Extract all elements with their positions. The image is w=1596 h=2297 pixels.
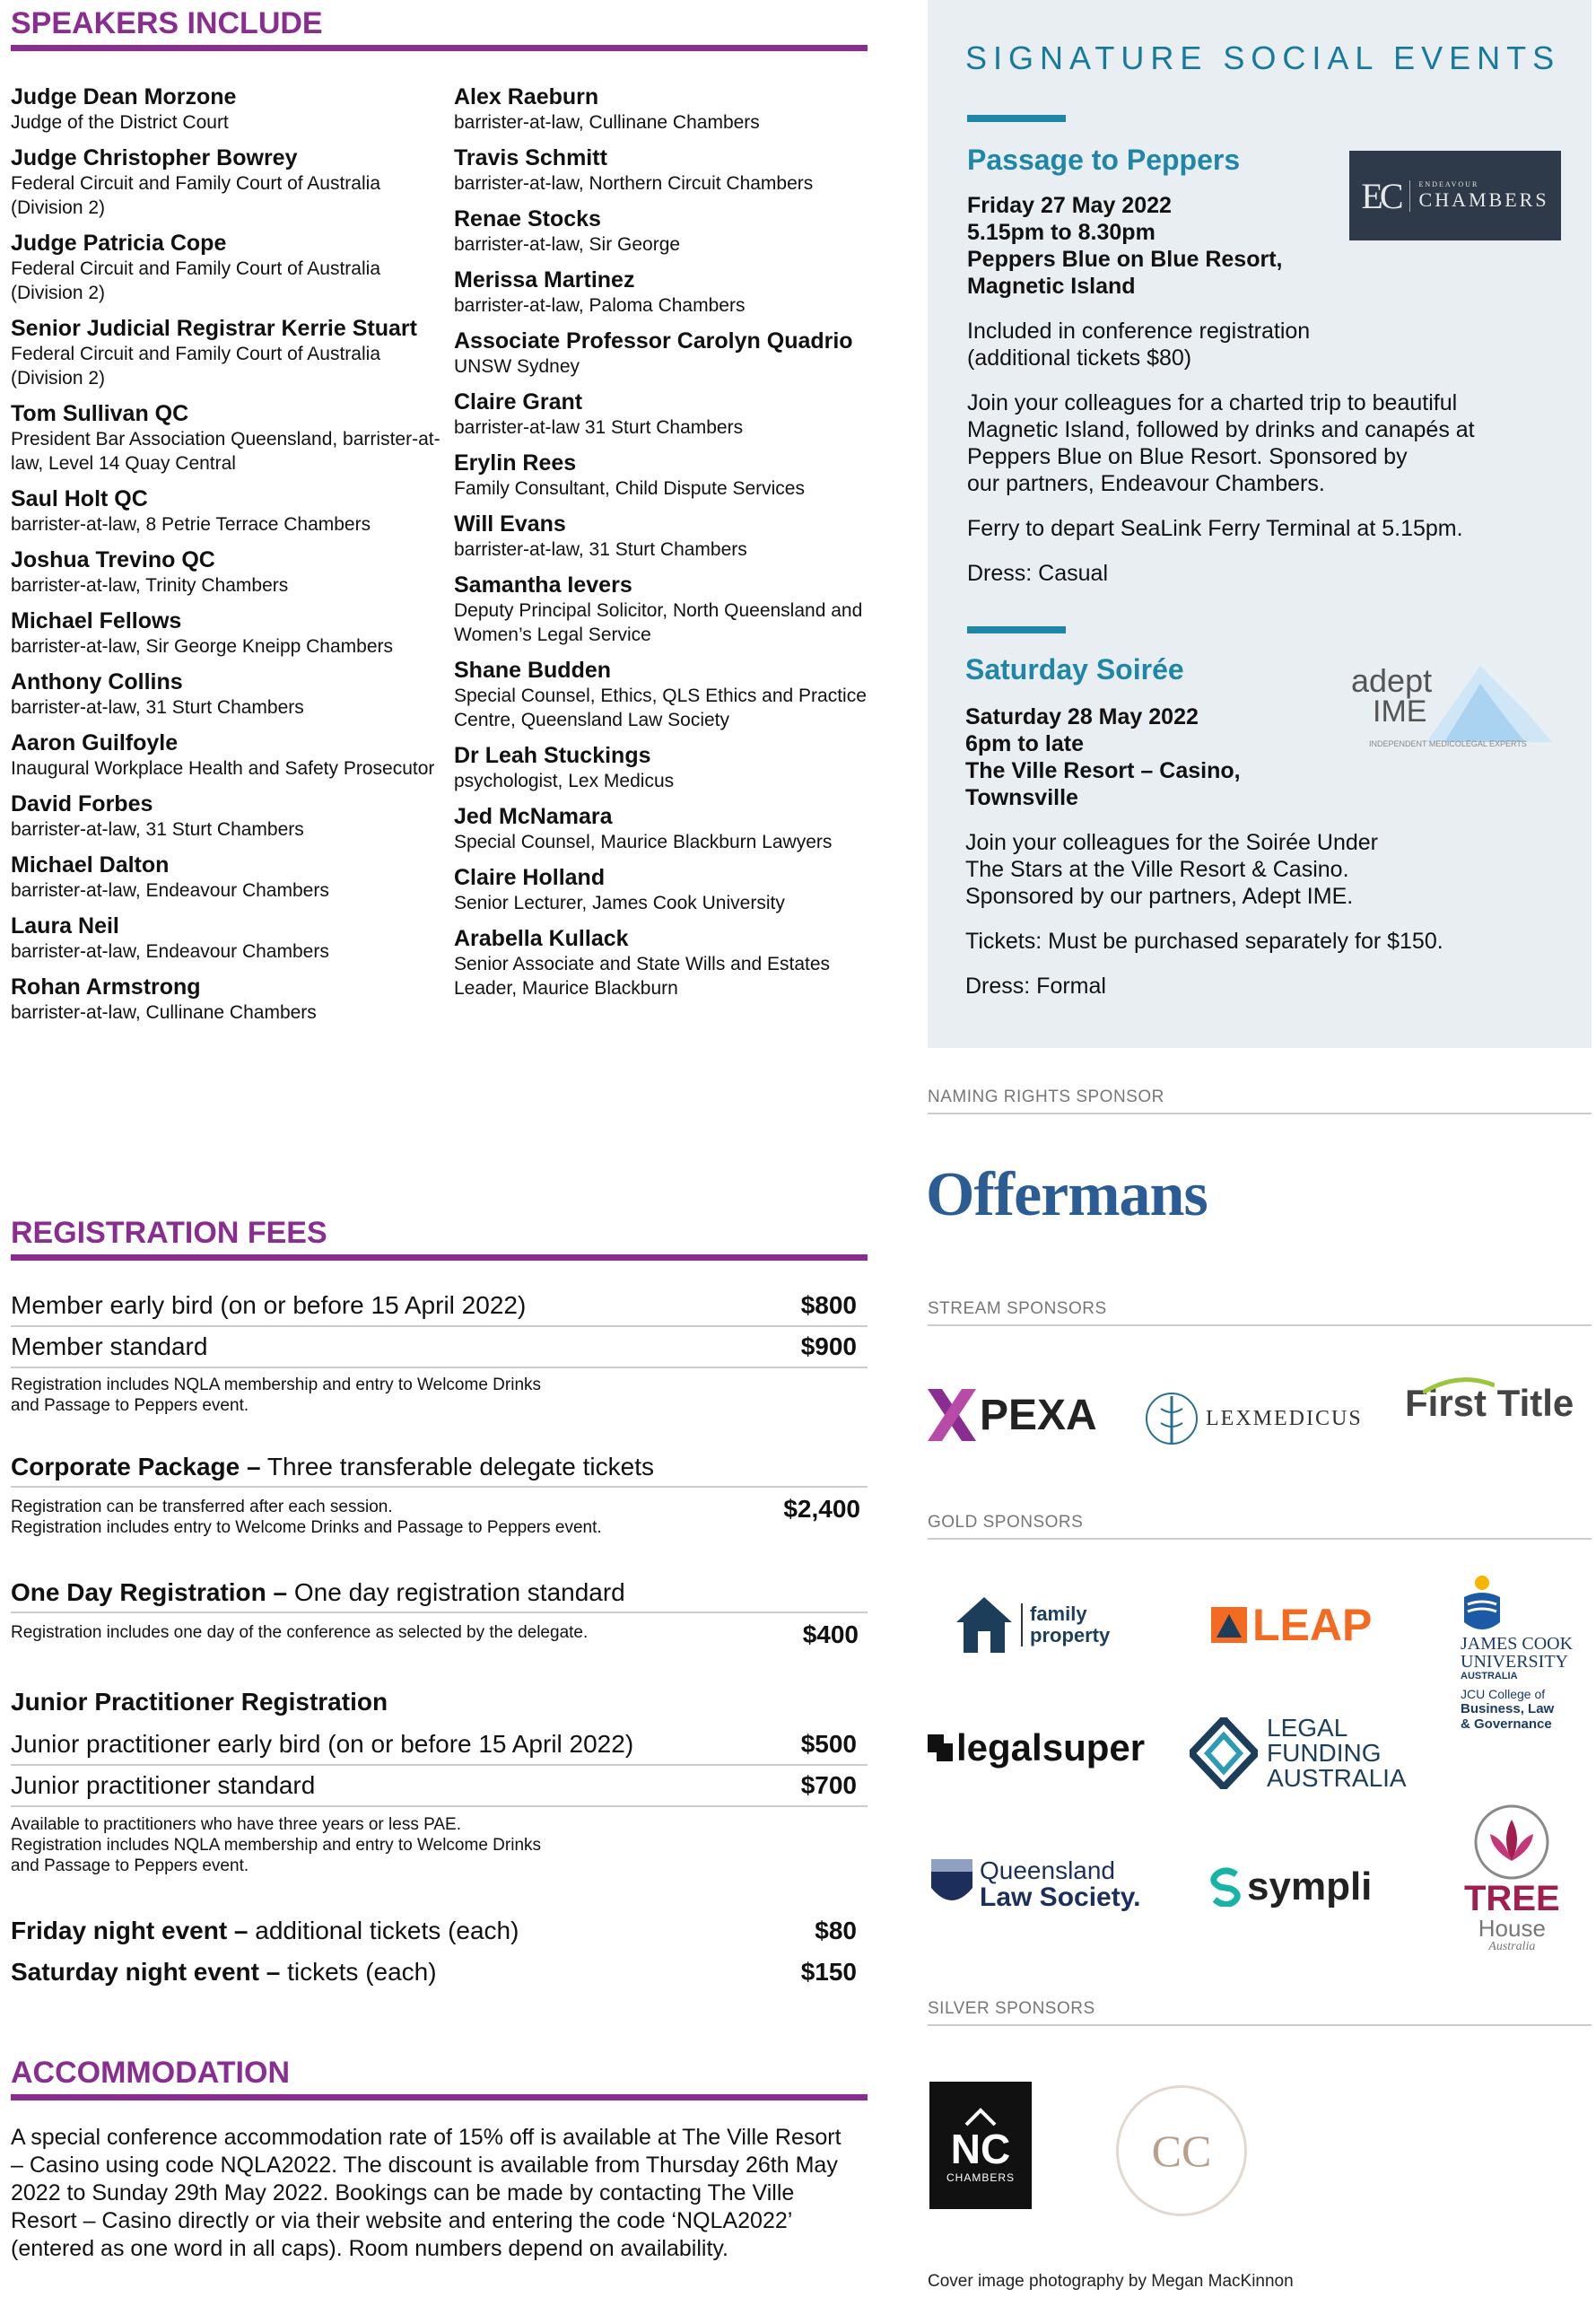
oneday-note — [11, 1622, 728, 1643]
event-text: our partners, Endeavour Chambers. — [967, 471, 1325, 496]
fee-amount: $150 — [800, 1958, 857, 1986]
speakers-column-1 — [11, 84, 441, 1035]
speaker-entry — [11, 791, 441, 842]
note-line: Registration includes NQLA membership and entry to Welcome Drinks — [11, 1836, 542, 1855]
fee-amount: $700 — [800, 1771, 857, 1799]
corporate-title — [11, 1448, 868, 1488]
speaker-entry — [454, 145, 876, 196]
photo-credit: Cover image photography by Megan MacKinnon — [928, 2272, 1294, 2291]
leap-logo — [1211, 1599, 1372, 1651]
speaker-role: Family Consultant, Child Dispute Services — [454, 478, 805, 499]
leap-mark-icon — [1211, 1607, 1247, 1643]
swoosh-icon — [1423, 1376, 1495, 1394]
lfa-line: FUNDING — [1267, 1739, 1382, 1767]
sympli-s-icon — [1208, 1867, 1243, 1907]
speaker-name: Renae Stocks — [454, 206, 601, 231]
speaker-name: Arabella Kullack — [454, 926, 629, 951]
speaker-name: Michael Fellows — [11, 608, 182, 633]
legalsuper-text: legalsuper — [956, 1726, 1146, 1769]
speaker-role: Senior Associate and State Wills and Estates Leader, Maurice Blackburn — [454, 954, 831, 999]
note-line: Registration can be transferred after each session. — [11, 1498, 393, 1516]
first-title-text: First Title — [1405, 1382, 1574, 1424]
speaker-entry — [11, 316, 441, 390]
speaker-name: Claire Holland — [454, 865, 606, 890]
speaker-name: Shane Budden — [454, 658, 612, 683]
speaker-role: barrister-at-law, Paloma Chambers — [454, 295, 746, 316]
silver-sponsors-label: SILVER SPONSORS — [928, 1999, 1592, 2026]
speaker-role: President Bar Association Queensland, barrister-at-law, Level 14 Quay Central — [11, 429, 440, 474]
speaker-name: Saul Holt QC — [11, 486, 148, 511]
speaker-role: barrister-at-law, Cullinane Chambers — [11, 1002, 317, 1023]
property-word: property — [1030, 1624, 1111, 1646]
fee-saturday-event — [11, 1952, 868, 1992]
speaker-entry — [11, 145, 441, 220]
junior-note — [11, 1814, 728, 1876]
speaker-name: Rohan Armstrong — [11, 974, 201, 1000]
event2-dress: Dress: Formal — [965, 974, 1106, 999]
speaker-name: Judge Dean Morzone — [11, 84, 237, 109]
adept-word: adept — [1351, 662, 1433, 699]
fee-label: Member standard — [11, 1332, 208, 1360]
oneday-title-rest: One day registration standard — [287, 1578, 625, 1606]
speakers-column-2 — [454, 84, 876, 1011]
australia-word: Australia — [1488, 1940, 1536, 1953]
family-property-words — [1021, 1603, 1110, 1646]
note-line: and Passage to Peppers event. — [11, 1856, 249, 1875]
event1-registration-note — [967, 318, 1541, 371]
first-title-logo — [1405, 1382, 1574, 1425]
event-text: Sponsored by our partners, Adept IME. — [965, 884, 1354, 909]
speaker-role: UNSW Sydney — [454, 356, 580, 377]
speaker-entry — [454, 804, 876, 854]
fee-friday-event — [11, 1911, 868, 1951]
note-line: and Passage to Peppers event. — [11, 1396, 249, 1415]
speaker-name: Travis Schmitt — [454, 145, 607, 170]
event-divider — [967, 626, 1066, 633]
ec-words — [1409, 180, 1549, 212]
ec-small: ENDEAVOUR — [1418, 179, 1479, 188]
speaker-entry — [11, 669, 441, 720]
sympli-text: sympli — [1247, 1865, 1373, 1908]
speaker-role: barrister-at-law, Sir George Kneipp Chambers — [11, 636, 394, 657]
oneday-title-bold: One Day Registration – — [11, 1578, 288, 1606]
lfa-line: LEGAL — [1267, 1714, 1348, 1742]
fee-label-bold: Saturday night event – — [11, 1958, 281, 1986]
house-icon — [955, 1595, 1014, 1655]
speaker-role: barrister-at-law, 31 Sturt Chambers — [454, 539, 747, 560]
event1-ferry: Ferry to depart SeaLink Ferry Terminal at 5.15pm. — [967, 516, 1463, 541]
jcu-line: & Governance — [1461, 1716, 1552, 1732]
speaker-entry — [11, 730, 441, 781]
cc-monogram: CC — [1151, 2126, 1212, 2176]
jcu-crest-icon — [1461, 1572, 1504, 1635]
fee-label — [11, 1911, 519, 1951]
lotus-icon — [1469, 1804, 1555, 1881]
fee-junior-standard — [11, 1766, 868, 1807]
caduceus-icon — [1145, 1389, 1199, 1448]
house-word: House — [1478, 1915, 1546, 1942]
queensland-law-society-logo — [929, 1857, 1141, 1911]
speaker-name: Erylin Rees — [454, 450, 577, 476]
fee-label-rest: tickets (each) — [280, 1958, 437, 1986]
lfa-line: AUSTRALIA — [1267, 1764, 1407, 1792]
event2-tickets: Tickets: Must be purchased separately for $150. — [965, 929, 1443, 954]
event2-title: Saturday Soirée — [965, 653, 1184, 686]
speaker-role: Federal Circuit and Family Court of Australia (Division 2) — [11, 344, 380, 389]
speaker-role: barrister-at-law, Northern Circuit Chambers — [454, 173, 814, 194]
event-text: Peppers Blue on Blue Resort. Sponsored by — [967, 444, 1408, 469]
ec-text: CHAMBERS — [1418, 188, 1549, 211]
event-detail: Friday 27 May 2022 — [967, 193, 1172, 218]
sympli-logo — [1208, 1865, 1372, 1909]
speakers-heading: SPEAKERS INCLUDE — [11, 5, 868, 51]
offermans-logo — [926, 1159, 1208, 1231]
legalsuper-logo — [928, 1726, 1145, 1769]
note-line: Registration includes one day of the conference as selected by the delegate. — [11, 1623, 589, 1642]
corporate-note — [11, 1497, 728, 1538]
speaker-role: barrister-at-law, Endeavour Chambers — [11, 941, 329, 962]
speaker-entry — [11, 547, 441, 598]
speaker-entry — [454, 865, 876, 915]
speaker-entry — [11, 401, 441, 476]
qls-words — [980, 1857, 1141, 1911]
speaker-role: barrister-at-law, Trinity Chambers — [11, 575, 289, 596]
speaker-entry — [454, 572, 876, 647]
speaker-role: Special Counsel, Ethics, QLS Ethics and Practice Centre, Queensland Law Society — [454, 686, 867, 730]
speaker-role: Deputy Principal Solicitor, North Queensland and Women’s Legal Service — [454, 600, 863, 645]
leap-text: LEAP — [1252, 1600, 1373, 1650]
oneday-title — [11, 1574, 868, 1613]
family-word: family — [1030, 1603, 1087, 1625]
corporate-title-bold: Corporate Package – — [11, 1453, 261, 1480]
fee-member-early — [11, 1286, 868, 1327]
event1-dress: Dress: Casual — [967, 561, 1108, 586]
registration-heading: REGISTRATION FEES — [11, 1215, 868, 1261]
fee-label: Junior practitioner early bird (on or before 15 April 2022) — [11, 1730, 634, 1758]
chevron-up-icon — [963, 2107, 999, 2127]
adept-tagline: INDEPENDENT MEDICOLEGAL EXPERTS — [1369, 739, 1527, 748]
speaker-entry — [11, 84, 441, 135]
speaker-role: barrister-at-law, 8 Petrie Terrace Chambers — [11, 514, 371, 535]
note-line: Registration includes entry to Welcome Drinks and Passage to Peppers event. — [11, 1518, 602, 1537]
event-text: Included in conference registration — [967, 319, 1311, 344]
jcu-line: JCU College of — [1461, 1687, 1546, 1701]
tree-house-logo — [1464, 1804, 1560, 1954]
junior-title: Junior Practitioner Registration — [11, 1688, 388, 1716]
note-line: Available to practitioners who have three years or less PAE. — [11, 1815, 461, 1834]
qls-crest-icon — [929, 1857, 974, 1911]
event-detail: Townsville — [965, 785, 1078, 810]
speaker-name: Associate Professor Carolyn Quadrio — [454, 328, 853, 354]
family-property-logo — [955, 1595, 1110, 1655]
adept-words — [1351, 662, 1433, 729]
nc-text: NC — [950, 2126, 1011, 2172]
speaker-name: Tom Sullivan QC — [11, 401, 189, 426]
speaker-role: barrister-at-law, Sir George — [454, 234, 681, 255]
speaker-entry — [454, 84, 876, 135]
speaker-name: Will Evans — [454, 511, 566, 537]
speaker-role: barrister-at-law, 31 Sturt Chambers — [11, 697, 304, 718]
speaker-role: barrister-at-law 31 Sturt Chambers — [454, 417, 744, 438]
event-text: Join your colleagues for a charted trip to beautiful — [967, 390, 1458, 415]
lfa-words — [1267, 1716, 1407, 1791]
fee-amount: $80 — [815, 1917, 857, 1944]
tree-word: TREE — [1464, 1879, 1560, 1918]
corporate-title-rest: Three transferable delegate tickets — [260, 1453, 654, 1480]
speaker-name: Judge Patricia Cope — [11, 231, 227, 256]
speaker-name: Merissa Martinez — [454, 267, 635, 293]
speaker-entry — [454, 328, 876, 379]
speaker-entry — [454, 450, 876, 501]
event-detail: 6pm to late — [965, 731, 1084, 756]
event1-title: Passage to Peppers — [967, 144, 1241, 176]
speaker-entry — [454, 206, 876, 257]
speaker-name: Alex Raeburn — [454, 84, 599, 109]
accommodation-heading: ACCOMMODATION — [11, 2055, 868, 2100]
speaker-entry — [11, 913, 441, 964]
speaker-name: Dr Leah Stuckings — [454, 743, 651, 768]
adept-ime-logo — [1346, 657, 1561, 755]
speaker-name: Samantha Ievers — [454, 572, 632, 598]
fee-label: Member early bird (on or before 15 April 2022) — [11, 1291, 527, 1319]
qls-line: Law Society. — [980, 1882, 1141, 1912]
speaker-entry — [11, 974, 441, 1025]
event2-description — [965, 829, 1539, 910]
stream-sponsors-label: STREAM SPONSORS — [928, 1299, 1592, 1326]
ec-mark: EC — [1361, 175, 1400, 216]
gold-sponsors-label: GOLD SPONSORS — [928, 1513, 1592, 1540]
speaker-name: Anthony Collins — [11, 669, 183, 694]
event-text: Magnetic Island, followed by drinks and canapés at — [967, 417, 1475, 442]
lexmedicus-text: LEXMEDICUS — [1206, 1406, 1363, 1430]
speaker-entry — [454, 389, 876, 440]
social-events-title: SIGNATURE SOCIAL EVENTS — [965, 39, 1561, 76]
fee-amount: $800 — [800, 1291, 857, 1319]
speaker-role: Federal Circuit and Family Court of Australia (Division 2) — [11, 173, 380, 218]
lexmedicus-logo — [1145, 1389, 1363, 1448]
pexa-text: PEXA — [980, 1391, 1097, 1439]
event-detail: 5.15pm to 8.30pm — [967, 220, 1156, 245]
speaker-entry — [454, 511, 876, 562]
fee-label — [11, 1952, 437, 1992]
speaker-name: Laura Neil — [11, 913, 119, 939]
note-line: Registration includes NQLA membership and entry to Welcome Drinks — [11, 1376, 542, 1394]
qls-line: Queensland — [980, 1856, 1116, 1884]
speaker-name: Claire Grant — [454, 389, 583, 415]
jcu-line: JAMES COOK — [1461, 1634, 1574, 1654]
diamond-icon — [1190, 1717, 1258, 1789]
fee-junior-early — [11, 1725, 868, 1766]
speaker-role: Inaugural Workplace Health and Safety Prosecutor — [11, 758, 435, 779]
event-text: The Stars at the Ville Resort & Casino. — [965, 857, 1349, 882]
fee-member-standard — [11, 1327, 868, 1368]
cullinane-chambers-logo — [1116, 2085, 1247, 2216]
speaker-role: psychologist, Lex Medicus — [454, 771, 675, 791]
accommodation-text: A special conference accommodation rate of 15% off is available at The Ville Resort – Casino using code NQLA2022. The discount is available from Thursday 26th May 2022 to Sunday 29th May 2022. Bookings can be made by contacting The Ville Resort – Casino directly or via their website and entering the code ‘NQLA2022’ (entered as one word in all caps). Room numbers depend on availability. — [11, 2125, 842, 2261]
speaker-role: Special Counsel, Maurice Blackburn Lawyers — [454, 832, 833, 852]
speaker-name: Joshua Trevino QC — [11, 547, 215, 572]
legalsuper-mark-icon — [928, 1734, 953, 1761]
speaker-entry — [454, 658, 876, 732]
corporate-amount: $2,400 — [783, 1495, 860, 1523]
speaker-name: Jed McNamara — [454, 804, 613, 829]
fee-label: Junior practitioner standard — [11, 1771, 316, 1799]
naming-sponsor-label: NAMING RIGHTS SPONSOR — [928, 1087, 1592, 1114]
nc-chambers-text: CHAMBERS — [946, 2171, 1015, 2184]
speaker-name: Aaron Guilfoyle — [11, 730, 179, 755]
offermans-text: Offermans — [926, 1160, 1208, 1229]
event1-description — [967, 389, 1541, 497]
fee-label-bold: Friday night event – — [11, 1917, 249, 1944]
jcu-logo — [1461, 1572, 1573, 1732]
fee-label-rest: additional tickets (each) — [248, 1917, 519, 1944]
event-detail: Peppers Blue on Blue Resort, — [967, 247, 1283, 272]
ime-word: IME — [1373, 694, 1427, 729]
oneday-amount: $400 — [802, 1620, 859, 1648]
speaker-entry — [11, 852, 441, 903]
endeavour-chambers-logo — [1349, 151, 1561, 240]
legal-funding-australia-logo — [1190, 1716, 1407, 1791]
speaker-entry — [11, 231, 441, 305]
event-detail: Magnetic Island — [967, 274, 1136, 299]
event-divider — [967, 115, 1066, 122]
fee-amount: $500 — [800, 1730, 857, 1758]
speaker-name: Michael Dalton — [11, 852, 170, 878]
speaker-name: Senior Judicial Registrar Kerrie Stuart — [11, 316, 417, 341]
speaker-entry — [454, 743, 876, 793]
member-note — [11, 1375, 728, 1416]
jcu-line: AUSTRALIA — [1461, 1671, 1518, 1681]
event-detail: The Ville Resort – Casino, — [965, 758, 1241, 783]
speaker-role: barrister-at-law, Endeavour Chambers — [11, 880, 329, 901]
event-text: Join your colleagues for the Soirée Under — [965, 830, 1378, 855]
nc-chambers-logo — [929, 2082, 1032, 2209]
speaker-role: Federal Circuit and Family Court of Australia (Division 2) — [11, 258, 380, 303]
speaker-entry — [454, 926, 876, 1000]
speaker-entry — [11, 486, 441, 537]
event-text: (additional tickets $80) — [967, 345, 1192, 371]
speaker-role: Senior Lecturer, James Cook University — [454, 893, 785, 913]
speaker-entry — [454, 267, 876, 318]
speaker-name: Judge Christopher Bowrey — [11, 145, 298, 170]
jcu-line: UNIVERSITY — [1461, 1652, 1568, 1672]
speaker-role: Judge of the District Court — [11, 112, 229, 133]
pexa-logo — [928, 1389, 1097, 1441]
speaker-role: barrister-at-law, Cullinane Chambers — [454, 112, 760, 133]
pexa-x-icon — [928, 1389, 976, 1441]
event-detail: Saturday 28 May 2022 — [965, 704, 1199, 729]
speaker-role: barrister-at-law, 31 Sturt Chambers — [11, 819, 304, 840]
jcu-line: Business, Law — [1461, 1701, 1555, 1716]
speaker-entry — [11, 608, 441, 659]
fee-amount: $900 — [800, 1332, 857, 1360]
speaker-name: David Forbes — [11, 791, 153, 817]
